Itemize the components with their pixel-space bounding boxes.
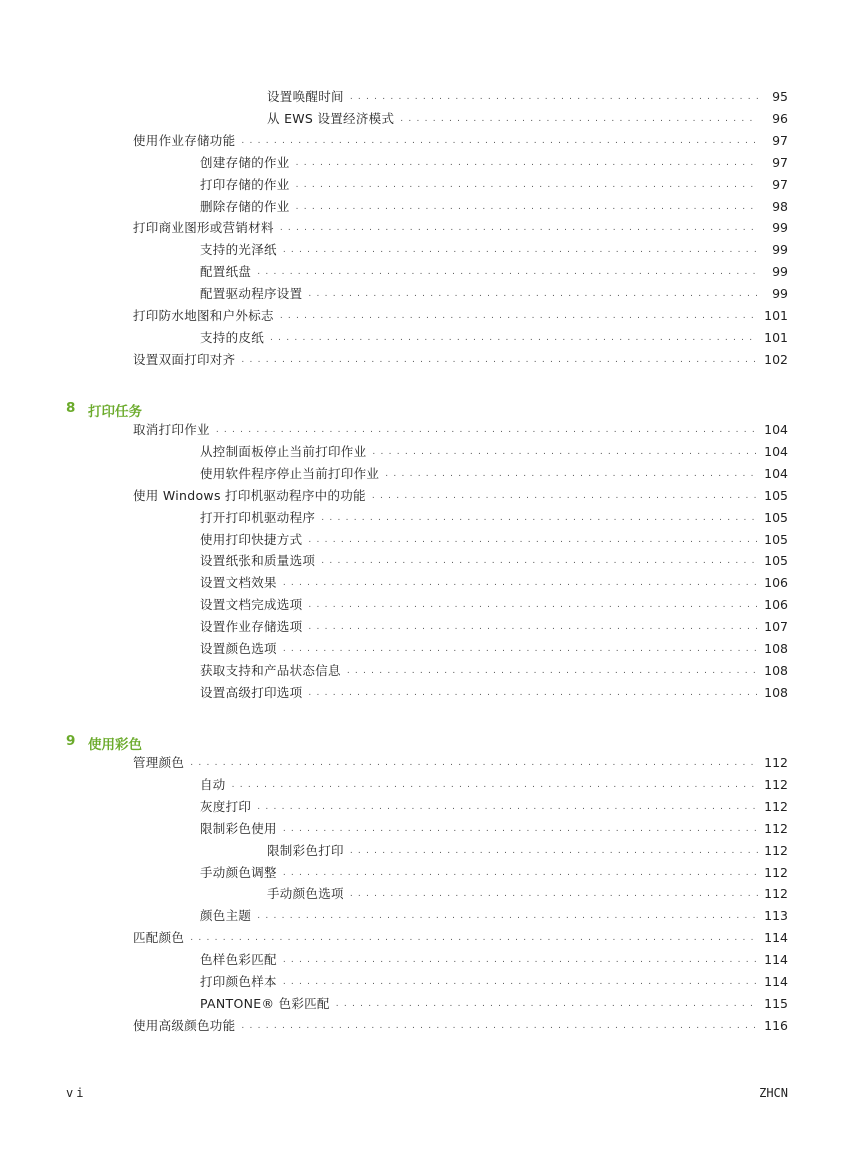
dot-leader [241, 133, 758, 149]
toc-entry[interactable] [200, 575, 788, 591]
footer-page-number: vi [66, 1086, 87, 1100]
toc-entry[interactable] [200, 799, 788, 815]
toc-entry-title: 设置唤醒时间 [267, 89, 344, 104]
dot-leader [296, 177, 758, 193]
toc-entry[interactable] [200, 466, 788, 482]
dot-leader [283, 952, 758, 968]
toc-entry-page-number: 106 [764, 597, 788, 613]
dot-leader [372, 444, 758, 460]
toc-entry-title: 颜色主题 [200, 908, 252, 924]
toc-entry-page-number: 114 [764, 930, 788, 946]
toc-entry-page-number: 112 [764, 864, 788, 880]
toc-entry-title: 设置文档完成选项 [200, 597, 303, 613]
toc-entry-title: 灰度打印 [200, 798, 252, 814]
dot-leader [308, 685, 758, 701]
toc-entry-title: 支持的光泽纸 [200, 242, 277, 258]
toc-entry[interactable] [200, 286, 788, 302]
toc-entry-page-number: 99 [772, 286, 788, 302]
toc-entry[interactable] [267, 886, 788, 902]
toc-entry-title: 打开打印机驱动程序 [200, 509, 316, 525]
dot-leader [241, 352, 758, 368]
toc-entry[interactable] [133, 488, 788, 504]
dot-leader [350, 843, 758, 859]
dot-leader [283, 974, 758, 990]
toc-entry[interactable] [200, 952, 788, 968]
dot-leader [257, 908, 758, 924]
dot-leader [283, 821, 758, 837]
toc-entry-page-number: 108 [764, 684, 788, 700]
toc-entry-page-number: 101 [764, 308, 788, 323]
toc-entry-title: 支持的皮纸 [200, 329, 265, 345]
toc-entry-page-number: 104 [764, 443, 788, 459]
chapter-title: 使用彩色 [88, 737, 142, 753]
toc-entry-title: 设置双面打印对齐 [133, 351, 236, 367]
toc-entry-title: 管理颜色 [133, 755, 185, 770]
toc-entry-title: 获取支持和产品状态信息 [200, 662, 341, 678]
toc-entry-page-number: 97 [772, 132, 788, 148]
toc-entry-page-number: 107 [764, 619, 788, 635]
toc-entry[interactable] [200, 777, 788, 793]
toc-entry-page-number: 104 [764, 465, 788, 481]
toc-entry[interactable] [133, 308, 788, 324]
toc-entry-page-number: 112 [764, 755, 788, 770]
chapter-number: 8 [66, 400, 76, 416]
toc-entry[interactable] [200, 974, 788, 990]
chapter-number: 9 [66, 733, 76, 749]
toc-entry-page-number: 95 [772, 89, 788, 104]
toc-entry-page-number: 115 [764, 995, 788, 1011]
toc-entry-title: 限制彩色使用 [200, 820, 277, 836]
toc-entry[interactable] [200, 597, 788, 613]
chapter-heading[interactable] [66, 733, 142, 751]
toc-entry[interactable] [200, 619, 788, 635]
toc-entry-title: 打印防水地图和户外标志 [133, 308, 274, 323]
toc-entry[interactable] [200, 663, 788, 679]
dot-leader [257, 799, 758, 815]
toc-entry[interactable] [133, 422, 788, 438]
dot-leader [241, 1018, 758, 1034]
toc-entry[interactable] [200, 242, 788, 258]
dot-leader [308, 532, 758, 548]
dot-leader [190, 755, 758, 771]
toc-entry[interactable] [200, 155, 788, 171]
toc-entry-page-number: 114 [764, 974, 788, 989]
toc-entry[interactable] [200, 553, 788, 569]
toc-entry[interactable] [267, 89, 788, 105]
toc-entry-title: 从控制面板停止当前打印作业 [200, 443, 367, 459]
toc-entry-title: 取消打印作业 [133, 422, 210, 437]
toc-entry[interactable] [267, 843, 788, 859]
toc-entry[interactable] [200, 264, 788, 280]
toc-entry-page-number: 112 [764, 842, 788, 858]
dot-leader [308, 597, 758, 613]
toc-entry[interactable] [200, 330, 788, 346]
toc-entry-page-number: 114 [764, 952, 788, 968]
toc-entry-page-number: 112 [764, 886, 788, 902]
dot-leader [283, 641, 758, 657]
toc-entry-page-number: 97 [772, 176, 788, 192]
toc-entry-title: 删除存储的作业 [200, 198, 290, 214]
toc-entry-title: 手动颜色选项 [267, 886, 344, 902]
chapter-heading[interactable] [66, 400, 142, 418]
dot-leader [190, 930, 758, 946]
toc-entry[interactable] [133, 352, 788, 368]
toc-entry-title: 打印颜色样本 [200, 974, 277, 989]
toc-entry[interactable] [133, 1018, 788, 1034]
toc-entry-page-number: 98 [772, 198, 788, 214]
dot-leader [232, 777, 758, 793]
toc-entry[interactable] [200, 641, 788, 657]
toc-entry-page-number: 102 [764, 351, 788, 367]
toc-entry-title: 设置颜色选项 [200, 641, 277, 656]
toc-entry-page-number: 105 [764, 487, 788, 503]
toc-entry[interactable] [200, 821, 788, 837]
dot-leader [400, 111, 758, 127]
toc-entry-page-number: 105 [764, 509, 788, 525]
toc-entry-title: 配置驱动程序设置 [200, 286, 303, 302]
toc-entry-page-number: 97 [772, 154, 788, 170]
dot-leader [336, 996, 758, 1012]
dot-leader [280, 220, 758, 236]
toc-entry-title: 色样色彩匹配 [200, 952, 277, 968]
toc-entry[interactable] [200, 444, 788, 460]
dot-leader [270, 330, 758, 346]
toc-entry[interactable] [133, 220, 788, 236]
toc-entry-page-number: 112 [764, 798, 788, 814]
toc-entry[interactable] [200, 865, 788, 881]
toc-entry-title: 打印商业图形或营销材料 [133, 220, 274, 236]
toc-entry-title: 从 EWS 设置经济模式 [267, 110, 395, 126]
dot-leader [296, 155, 758, 171]
toc-entry-title: 使用作业存储功能 [133, 132, 236, 148]
dot-leader [280, 308, 758, 324]
dot-leader [308, 286, 758, 302]
toc-entry-title: 设置纸张和质量选项 [200, 553, 316, 569]
toc-entry-title: 配置纸盘 [200, 264, 252, 280]
toc-entry-page-number: 112 [764, 820, 788, 836]
toc-entry-page-number: 99 [772, 220, 788, 236]
toc-entry-page-number: 112 [764, 776, 788, 792]
toc-entry[interactable] [200, 199, 788, 215]
toc-entry-page-number: 105 [764, 531, 788, 547]
toc-entry-page-number: 108 [764, 641, 788, 656]
toc-entry-title: 限制彩色打印 [267, 842, 344, 858]
toc-entry-title: 手动颜色调整 [200, 864, 277, 880]
dot-leader [283, 865, 758, 881]
toc-entry-page-number: 116 [764, 1017, 788, 1033]
dot-leader [372, 488, 758, 504]
toc-entry-title: 匹配颜色 [133, 930, 185, 946]
toc-entry-page-number: 99 [772, 264, 788, 280]
toc-entry-title: 使用软件程序停止当前打印作业 [200, 465, 380, 481]
dot-leader [321, 553, 758, 569]
dot-leader [347, 663, 758, 679]
toc-entry-page-number: 101 [764, 329, 788, 345]
toc-entry-title: 使用打印快捷方式 [200, 531, 303, 547]
toc-entry-page-number: 105 [764, 553, 788, 569]
toc-entry[interactable] [133, 930, 788, 946]
toc-entry[interactable] [200, 177, 788, 193]
toc-entry-page-number: 96 [772, 110, 788, 126]
toc-entry-title: 设置作业存储选项 [200, 619, 303, 635]
toc-entry[interactable] [267, 111, 788, 127]
dot-leader [350, 886, 758, 902]
toc-entry-title: 设置高级打印选项 [200, 684, 303, 700]
toc-entry[interactable] [200, 510, 788, 526]
toc-entry-page-number: 113 [764, 908, 788, 924]
toc-entry-title: 使用 Windows 打印机驱动程序中的功能 [133, 487, 366, 503]
toc-entry[interactable] [133, 133, 788, 149]
dot-leader [283, 575, 758, 591]
toc-entry-title: 设置文档效果 [200, 575, 277, 591]
toc-entry-title: PANTONE® 色彩匹配 [200, 995, 330, 1011]
toc-entry[interactable] [200, 685, 788, 701]
dot-leader [385, 466, 758, 482]
dot-leader [257, 264, 758, 280]
toc-entry-title: 自动 [200, 776, 226, 792]
toc-entry[interactable] [200, 532, 788, 548]
footer-locale: ZHCN [759, 1086, 788, 1100]
toc-entry-title: 打印存储的作业 [200, 176, 290, 192]
toc-entry-page-number: 108 [764, 662, 788, 678]
toc-entry-page-number: 106 [764, 575, 788, 591]
toc-entry[interactable] [200, 908, 788, 924]
toc-entry-page-number: 99 [772, 242, 788, 258]
dot-leader [283, 242, 758, 258]
dot-leader [296, 199, 758, 215]
toc-entry-page-number: 104 [764, 422, 788, 437]
chapter-title: 打印任务 [88, 404, 142, 420]
toc-entry-title: 使用高级颜色功能 [133, 1017, 236, 1033]
dot-leader [216, 422, 758, 438]
toc-entry[interactable] [133, 755, 788, 771]
dot-leader [321, 510, 758, 526]
dot-leader [350, 89, 758, 105]
toc-entry-title: 创建存储的作业 [200, 154, 290, 170]
toc-entry[interactable] [200, 996, 788, 1012]
dot-leader [308, 619, 758, 635]
